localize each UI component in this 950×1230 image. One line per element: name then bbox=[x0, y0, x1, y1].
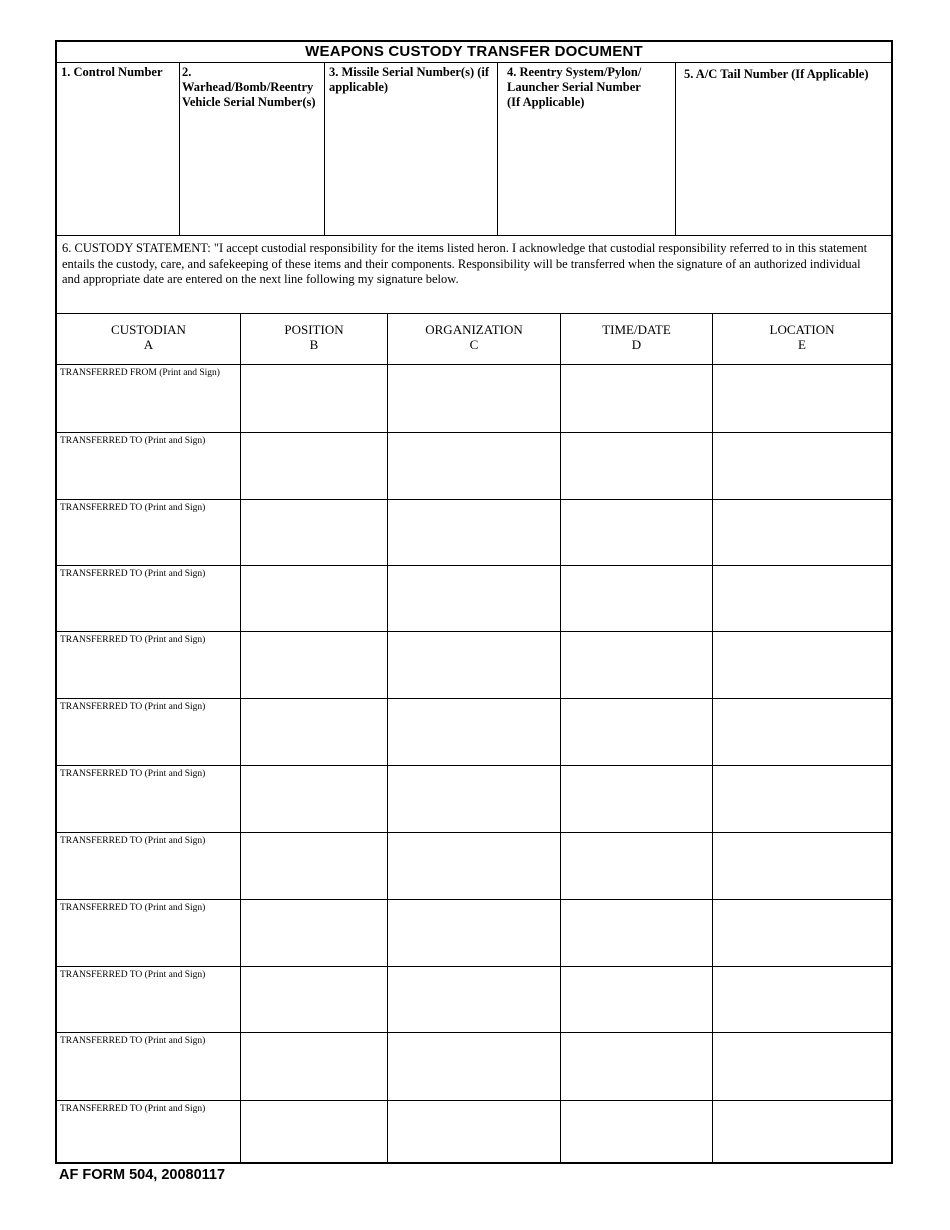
column-header-organization bbox=[388, 314, 561, 364]
location-cell[interactable] bbox=[713, 433, 891, 499]
organization-cell[interactable] bbox=[388, 900, 561, 966]
column-header-position bbox=[241, 314, 388, 364]
time-date-cell[interactable] bbox=[561, 766, 713, 832]
custodian-cell[interactable] bbox=[57, 766, 241, 832]
transfer-row bbox=[57, 832, 891, 899]
custodian-cell[interactable] bbox=[57, 632, 241, 698]
column-header-time-date bbox=[561, 314, 713, 364]
organization-cell[interactable] bbox=[388, 433, 561, 499]
column-letter: B bbox=[309, 337, 319, 352]
custodian-cell[interactable] bbox=[57, 1033, 241, 1100]
transfer-row bbox=[57, 765, 891, 832]
control-number-label: 1. Control Number bbox=[61, 65, 163, 79]
time-date-cell[interactable] bbox=[561, 500, 713, 565]
location-cell[interactable] bbox=[713, 833, 891, 899]
organization-cell[interactable] bbox=[388, 566, 561, 631]
organization-cell[interactable] bbox=[388, 365, 561, 432]
position-cell[interactable] bbox=[241, 500, 388, 565]
form-footer: AF FORM 504, 20080117 bbox=[59, 1167, 226, 1183]
organization-cell[interactable] bbox=[388, 699, 561, 765]
organization-cell[interactable] bbox=[388, 1101, 561, 1164]
custody-transfer-form bbox=[55, 40, 893, 1164]
transfer-row bbox=[57, 1032, 891, 1100]
custodian-cell[interactable] bbox=[57, 967, 241, 1032]
position-cell[interactable] bbox=[241, 699, 388, 765]
transfer-row-label: TRANSFERRED FROM (Print and Sign) bbox=[60, 368, 220, 378]
column-letter: E bbox=[798, 337, 806, 352]
transfer-row-label: TRANSFERRED TO (Print and Sign) bbox=[60, 635, 206, 645]
transfer-row bbox=[57, 432, 891, 499]
time-date-cell[interactable] bbox=[561, 566, 713, 631]
custody-statement: 6. CUSTODY STATEMENT: "I accept custodial responsibility for the items listed heron. I acknowledge that custodial responsibility referred to in this statement entails the custody, care, and safekeeping of these items and their components. Responsibility will be transferred when the signature of an authorized individual and appropriate date are entered on the next line following my signature below. bbox=[62, 241, 868, 286]
column-name: ORGANIZATION bbox=[425, 322, 523, 337]
custodian-cell[interactable] bbox=[57, 699, 241, 765]
location-cell[interactable] bbox=[713, 365, 891, 432]
location-cell[interactable] bbox=[713, 500, 891, 565]
location-cell[interactable] bbox=[713, 900, 891, 966]
transfer-row-label: TRANSFERRED TO (Print and Sign) bbox=[60, 769, 206, 779]
location-cell[interactable] bbox=[713, 566, 891, 631]
organization-cell[interactable] bbox=[388, 967, 561, 1032]
form-title: WEAPONS CUSTODY TRANSFER DOCUMENT bbox=[57, 42, 891, 63]
organization-cell[interactable] bbox=[388, 632, 561, 698]
transfer-row-label: TRANSFERRED TO (Print and Sign) bbox=[60, 1036, 206, 1046]
organization-cell[interactable] bbox=[388, 500, 561, 565]
warhead-serial-field[interactable] bbox=[180, 62, 325, 235]
custodian-cell[interactable] bbox=[57, 900, 241, 966]
transfer-row bbox=[57, 631, 891, 698]
warhead-serial-label: 2. Warhead/Bomb/Reentry Vehicle Serial Number(s) bbox=[182, 65, 316, 109]
custodian-cell[interactable] bbox=[57, 365, 241, 432]
position-cell[interactable] bbox=[241, 365, 388, 432]
transfer-row bbox=[57, 499, 891, 565]
transfer-row bbox=[57, 364, 891, 432]
transfer-row bbox=[57, 966, 891, 1032]
transfer-row-label: TRANSFERRED TO (Print and Sign) bbox=[60, 903, 206, 913]
transfer-row-label: TRANSFERRED TO (Print and Sign) bbox=[60, 970, 206, 980]
control-number-field[interactable] bbox=[57, 62, 180, 235]
organization-cell[interactable] bbox=[388, 1033, 561, 1100]
time-date-cell[interactable] bbox=[561, 967, 713, 1032]
transfer-row-label: TRANSFERRED TO (Print and Sign) bbox=[60, 1104, 206, 1114]
column-name: LOCATION bbox=[769, 322, 835, 337]
position-cell[interactable] bbox=[241, 566, 388, 631]
time-date-cell[interactable] bbox=[561, 833, 713, 899]
transfer-row bbox=[57, 1100, 891, 1164]
tail-number-field[interactable] bbox=[676, 62, 891, 235]
reentry-system-serial-field[interactable] bbox=[498, 62, 676, 235]
column-letter: D bbox=[631, 337, 642, 352]
time-date-cell[interactable] bbox=[561, 900, 713, 966]
column-name: POSITION bbox=[284, 322, 344, 337]
location-cell[interactable] bbox=[713, 766, 891, 832]
organization-cell[interactable] bbox=[388, 833, 561, 899]
column-name: TIME/DATE bbox=[602, 322, 671, 337]
reentry-system-serial-label: 4. Reentry System/Pylon/ Launcher Serial Number (If Applicable) bbox=[507, 65, 642, 109]
column-letter: A bbox=[143, 337, 154, 352]
location-cell[interactable] bbox=[713, 632, 891, 698]
location-cell[interactable] bbox=[713, 699, 891, 765]
custodian-cell[interactable] bbox=[57, 1101, 241, 1164]
time-date-cell[interactable] bbox=[561, 1101, 713, 1164]
transfer-row bbox=[57, 899, 891, 966]
time-date-cell[interactable] bbox=[561, 433, 713, 499]
location-cell[interactable] bbox=[713, 1101, 891, 1164]
column-letter: C bbox=[469, 337, 479, 352]
column-name: CUSTODIAN bbox=[111, 322, 186, 337]
position-cell[interactable] bbox=[241, 433, 388, 499]
position-cell[interactable] bbox=[241, 632, 388, 698]
missile-serial-label: 3. Missile Serial Number(s) (if applicable) bbox=[329, 65, 490, 94]
time-date-cell[interactable] bbox=[561, 699, 713, 765]
position-cell[interactable] bbox=[241, 1101, 388, 1164]
missile-serial-field[interactable] bbox=[325, 62, 498, 235]
location-cell[interactable] bbox=[713, 967, 891, 1032]
transfer-row-label: TRANSFERRED TO (Print and Sign) bbox=[60, 836, 206, 846]
transfer-row-label: TRANSFERRED TO (Print and Sign) bbox=[60, 569, 206, 579]
transfer-row bbox=[57, 565, 891, 631]
transfer-row-label: TRANSFERRED TO (Print and Sign) bbox=[60, 436, 206, 446]
location-cell[interactable] bbox=[713, 1033, 891, 1100]
position-cell[interactable] bbox=[241, 967, 388, 1032]
custodian-cell[interactable] bbox=[57, 833, 241, 899]
transfer-row-label: TRANSFERRED TO (Print and Sign) bbox=[60, 702, 206, 712]
time-date-cell[interactable] bbox=[561, 1033, 713, 1100]
custodian-cell[interactable] bbox=[57, 433, 241, 499]
time-date-cell[interactable] bbox=[561, 365, 713, 432]
time-date-cell[interactable] bbox=[561, 632, 713, 698]
transfer-row bbox=[57, 698, 891, 765]
column-header-custodian bbox=[57, 314, 241, 364]
position-cell[interactable] bbox=[241, 900, 388, 966]
organization-cell[interactable] bbox=[388, 766, 561, 832]
custodian-cell[interactable] bbox=[57, 566, 241, 631]
position-cell[interactable] bbox=[241, 833, 388, 899]
position-cell[interactable] bbox=[241, 1033, 388, 1100]
custodian-cell[interactable] bbox=[57, 500, 241, 565]
column-header-location bbox=[713, 314, 891, 364]
position-cell[interactable] bbox=[241, 766, 388, 832]
transfer-row-label: TRANSFERRED TO (Print and Sign) bbox=[60, 503, 206, 513]
tail-number-label: 5. A/C Tail Number (If Applicable) bbox=[684, 67, 869, 81]
